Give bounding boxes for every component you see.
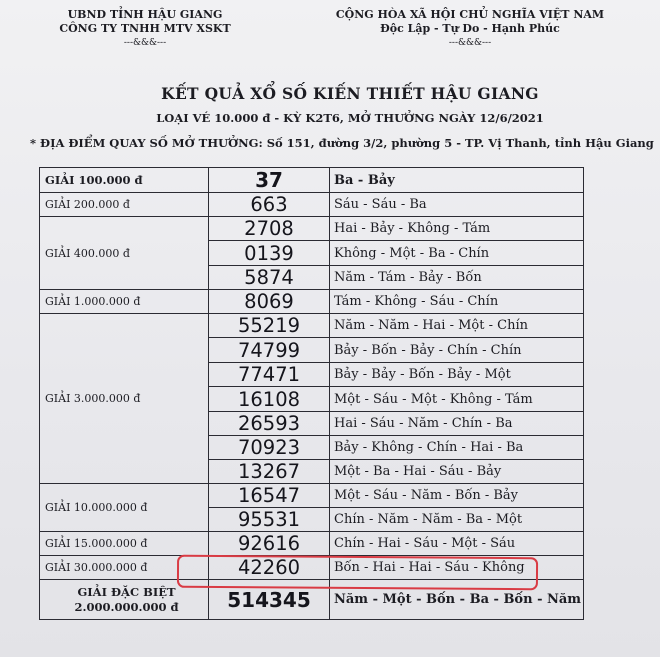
number-in-words: Không - Một - Ba - Chín [330,241,584,266]
number-in-words: Bảy - Không - Chín - Hai - Ba [330,436,584,460]
national-divider: ---&&&--- [448,38,492,48]
draw-location: * ĐỊA ĐIỂM QUAY SỐ MỞ THƯỞNG: Số 151, đường 3/2, phường 5 - TP. Vị Thanh, tỉnh Hậu Giang [30,136,654,150]
number-in-words: Năm - Tám - Bảy - Bốn [330,266,584,290]
prize-row [40,290,584,314]
number-in-words: Năm - Năm - Hai - Một - Chín [330,314,584,338]
number-in-words: Bảy - Bốn - Bảy - Chín - Chín [330,338,584,363]
winning-number: 42260 [209,556,330,580]
winning-number: 663 [209,193,330,217]
special-prize-title: GIẢI ĐẶC BIỆT [77,584,176,599]
national-header [310,8,630,50]
winning-number: 77471 [209,363,330,387]
winning-number: 26593 [209,412,330,436]
national-title: CỘNG HÒA XÃ HỘI CHỦ NGHĨA VIỆT NAM [335,8,605,21]
prize-label: GIẢI 15.000.000 đ [40,532,209,556]
winning-number: 0139 [209,241,330,266]
winning-number: 13267 [209,460,330,484]
prize-label: GIẢI 400.000 đ [40,217,209,290]
winning-number: 37 [209,168,330,193]
winning-number: 16547 [209,484,330,508]
number-in-words: Một - Sáu - Một - Không - Tám [330,387,584,412]
winning-number: 5874 [209,266,330,290]
winning-number: 74799 [209,338,330,363]
special-number-in-words: Năm - Một - Bốn - Ba - Bốn - Năm [330,580,584,620]
national-motto: Độc Lập - Tự Do - Hạnh Phúc [380,22,560,35]
number-in-words: Chín - Năm - Năm - Ba - Một [330,508,584,532]
prize-row [40,193,584,217]
prize-row [40,314,584,338]
prize-label: GIẢI 1.000.000 đ [40,290,209,314]
number-in-words: Một - Sáu - Năm - Bốn - Bảy [330,484,584,508]
number-in-words: Một - Ba - Hai - Sáu - Bảy [330,460,584,484]
winning-number: 2708 [209,217,330,241]
winning-number: 8069 [209,290,330,314]
number-in-words: Sáu - Sáu - Ba [330,193,584,217]
prize-label: GIẢI 100.000 đ [40,168,209,193]
prize-label: GIẢI 200.000 đ [40,193,209,217]
number-in-words: Tám - Không - Sáu - Chín [330,290,584,314]
number-in-words: Ba - Bảy [330,168,584,193]
winning-number: 95531 [209,508,330,532]
highlight-circle [177,555,538,591]
winning-number: 16108 [209,387,330,412]
ticket-info: LOẠI VÉ 10.000 đ - KỲ K2T6, MỞ THƯỞNG NGÀY 12/6/2021 [156,111,544,125]
prize-label: GIẢI 3.000.000 đ [40,314,209,484]
winning-number: 70923 [209,436,330,460]
number-in-words: Hai - Bảy - Không - Tám [330,217,584,241]
issuer-company: CÔNG TY TNHH MTV XSKT [59,22,231,35]
number-in-words: Hai - Sáu - Năm - Chín - Ba [330,412,584,436]
prize-row [40,532,584,556]
special-winning-number: 514345 [209,580,330,620]
winning-number: 55219 [209,314,330,338]
issuer-header [40,8,250,50]
winning-number: 92616 [209,532,330,556]
prize-row [40,168,584,193]
issuer-divider: ---&&&--- [123,38,167,48]
prize-label: GIẢI 30.000.000 đ [40,556,209,580]
issuer-authority: UBND TỈNH HẬU GIANG [67,8,223,21]
prize-label: GIẢI 10.000.000 đ [40,484,209,532]
prize-row [40,217,584,241]
number-in-words: Bốn - Hai - Hai - Sáu - Không [330,556,584,580]
document-title: KẾT QUẢ XỔ SỐ KIẾN THIẾT HẬU GIANG [161,84,539,103]
number-in-words: Chín - Hai - Sáu - Một - Sáu [330,532,584,556]
special-prize-amount: 2.000.000.000 đ [74,599,179,614]
number-in-words: Bảy - Bảy - Bốn - Bảy - Một [330,363,584,387]
results-table [39,167,584,620]
prize-row [40,484,584,508]
